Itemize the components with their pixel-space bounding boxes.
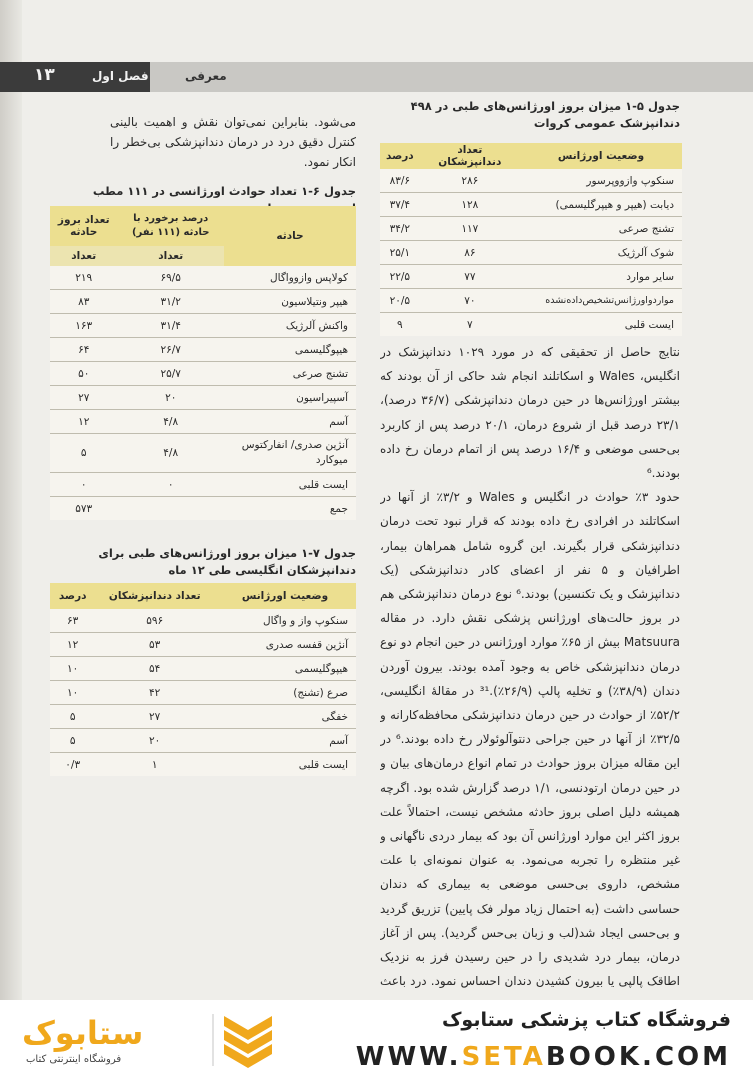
- store-name: فروشگاه کتاب پزشکی ستابوک: [441, 1009, 731, 1031]
- table-row: آنژین صدری/ انفارکتوس میوکارد ۴/۸ ۵: [50, 434, 356, 473]
- section-label: معرفی: [185, 69, 227, 83]
- table-row: سنکوپ وازووپرسور ۲۸۶ ۸۳/۶: [380, 169, 682, 193]
- table-7-1: [50, 583, 356, 776]
- table-row: هیپوگلیسمی ۵۴ ۱۰: [50, 657, 356, 681]
- logo-wordmark: ستابوک: [22, 1014, 144, 1052]
- body-paragraph-2: حدود ۳٪ حوادث در انگلیس و Wales و ۳/۲٪ از آنها در اسکاتلند در افرادی رخ داده بودند که قرار نبود تحت درمان دندانپزشکی قرار بگیرند. این گروه شامل همراهان بیمار، اطرافیان و ۵ نفر از اعضای کادر دندانپزشکی (یک دندانپزشک و یک تکنسین) بودند.⁶ نوع درمان دندانپزشکی هم در بروز حالت‌های اورژانس پزشکی نقش دارد. در مقاله Matsuura بیش از ۶۵٪ موارد اورژانس در حین انجام دو نوع درمان دندانپزشکی خاص به وجود آمده بودند. بیرون آوردن دندان (۳۸/۹٪) و تخلیه پالپ (۲۶/۹٪).³¹ در مقالهٔ انگلیسی، ۵۲/۲٪ از حوادث در حین درمان دندانپزشکی محافظه‌کارانه و ۳۲/۵٪ از آنها در حین جراحی دنتوآلوئولار رخ داده بودند.⁶ در این مقاله میزان بروز حوادث در تمام انواع درمان‌های بیان و در حین درمان ارتودنسی، ۱/۱ درصد گزارش شده بود. اگرچه همیشه دلیل اصلی بروز حادثه مشخص نیست، احتمالاً علت بروز اکثر این موارد اورژانس آن بود که بیمار دردی ناگهانی و غیر منتظره را تجربه می‌نمود. به عنوان نمونه‌ای با علت مشخص، داروی بی‌حسی موضعی به بیماری که دندان حساسی داشت (به احتمال زیاد مولر فک پایین) تزریق گردید و بی‌حسی ایجاد شد(لب و زبان بی‌حس گردید). پس از آغاز درمان، بیمار درد شدیدی را در حین رسیدن فرز به نزدیک اطاقک پالپی یا بیرون کشیدن دندان احساس نمود. درد باعث: [380, 490, 680, 989]
- table-row: کولاپس وازوواگال ۶۹/۵ ۲۱۹: [50, 266, 356, 290]
- table-row: تشنج صرعی ۱۱۷ ۳۴/۲: [380, 217, 682, 241]
- main-body-text: [380, 340, 680, 995]
- setabook-logo: [22, 1014, 202, 1068]
- table-row: سایر موارد ۷۷ ۲۲/۵: [380, 265, 682, 289]
- t5-header-status: وضعیت اورژانس: [520, 143, 682, 169]
- t7-header-percent: درصد: [50, 583, 95, 609]
- table-row: ایست قلبی ۷ ۹: [397, 318, 674, 331]
- table-row: مواردواورژانس‌تشخیص‌داده‌نشده ۷۰ ۲۰/۵: [380, 289, 682, 313]
- table-row: ایست قلبی ۰ ۰: [50, 473, 356, 497]
- table-row: تشنج صرعی ۲۵/۷ ۵۰: [50, 362, 356, 386]
- page-number: ۱۳: [34, 65, 55, 85]
- table-6-1-caption: جدول ۶-۱ تعداد حوادث اورژانسی در ۱۱۱ مطب: [92, 184, 356, 198]
- intro-paragraph: می‌شود. بنابراین نمی‌توان نقش و اهمیت بالینی کنترل دقیق درد در درمان دندانپزشکی بی‌خطر را انکار نمود.: [110, 115, 356, 169]
- table-row: هیپوگلیسمی ۲۶/۷ ۶۴: [50, 338, 356, 362]
- header-gray-block: [150, 62, 753, 92]
- table-5-1-caption: جدول ۵-۱ میزان بروز اورژانس‌های طبی در ۴۹۸ دندانپزشک عمومی کروات: [410, 99, 680, 130]
- body-paragraph-1: نتایج حاصل از تحقیقی که در مورد ۱۰۲۹ دندانپزشک در انگلیس، Wales و اسکاتلند انجام شد حاکی از آن بودند که بیشتر اورژانس‌ها در حین درمان دندانپزشکی (۳۶/۷ درصد)، ۲۳/۱ درصد قبل از شروع درمان، ۲۰/۱ درصد پس از کاربرد بی‌حسی موضعی و ۱۶/۴ درصد پس از اتمام درمان رخ داده بودند.⁶: [380, 345, 680, 481]
- table-5-1: [380, 143, 682, 336]
- table-row: صرع (تشنج) ۴۲ ۱۰: [50, 681, 356, 705]
- t7-header-status: وضعیت اورژانس: [214, 583, 356, 609]
- table-row: خفگی ۲۷ ۵: [50, 705, 356, 729]
- table-row: سنکوپ واز و واگال ۵۹۶ ۶۳: [50, 609, 356, 633]
- table-row: شوک آلرژیک ۸۶ ۲۵/۱: [380, 241, 682, 265]
- t7-header-count: تعداد دندانپزشکان: [95, 583, 214, 609]
- footer-banner: [0, 1000, 753, 1079]
- chevron-logo-icon: [218, 1012, 278, 1068]
- t5-header-percent: درصد: [380, 143, 420, 169]
- t6-header-percent: درصد برخورد با حادثه (۱۱۱ نفر): [117, 206, 224, 246]
- table-row: آسم ۲۰ ۵: [50, 729, 356, 753]
- logo-subtitle: فروشگاه اینترنتی کتاب: [26, 1054, 122, 1065]
- t5-header-count: تعداد دندانپزشکان: [420, 143, 520, 169]
- t6-header-event: حادثه: [224, 206, 356, 266]
- table-row: واکنش آلرژیک ۳۱/۴ ۱۶۳: [50, 314, 356, 338]
- table-row: ایست قلبی ۱ ۰/۳: [65, 758, 348, 771]
- table-row: آسپیراسیون ۲۰ ۲۷: [50, 386, 356, 410]
- t6-subheader: تعداد: [50, 246, 117, 266]
- table-7-1-caption: جدول ۷-۱ میزان بروز اورژانس‌های طبی برای دندانپزشکان انگلیسی طی ۱۲ ماه: [98, 546, 356, 577]
- footer-divider: [212, 1014, 214, 1066]
- chapter-label: فصل اول: [92, 69, 149, 83]
- table-row: جمع ۵۷۳: [75, 502, 348, 515]
- store-url[interactable]: WWW.SETABOOK.COM: [355, 1042, 731, 1072]
- t6-subheader: تعداد: [117, 246, 224, 266]
- table-row: هیپر ونتیلاسیون ۳۱/۲ ۸۳: [50, 290, 356, 314]
- t6-header-count: تعداد بروز حادثه: [50, 206, 117, 246]
- table-6-1: [50, 206, 356, 520]
- table-row: آسم ۴/۸ ۱۲: [50, 410, 356, 434]
- table-row: دیابت (هیپر و هیپرگلیسمی) ۱۲۸ ۳۷/۴: [380, 193, 682, 217]
- table-row: آنژین قفسه صدری ۵۳ ۱۲: [50, 633, 356, 657]
- page-edge-shadow: [0, 0, 22, 1000]
- running-header: [0, 62, 753, 92]
